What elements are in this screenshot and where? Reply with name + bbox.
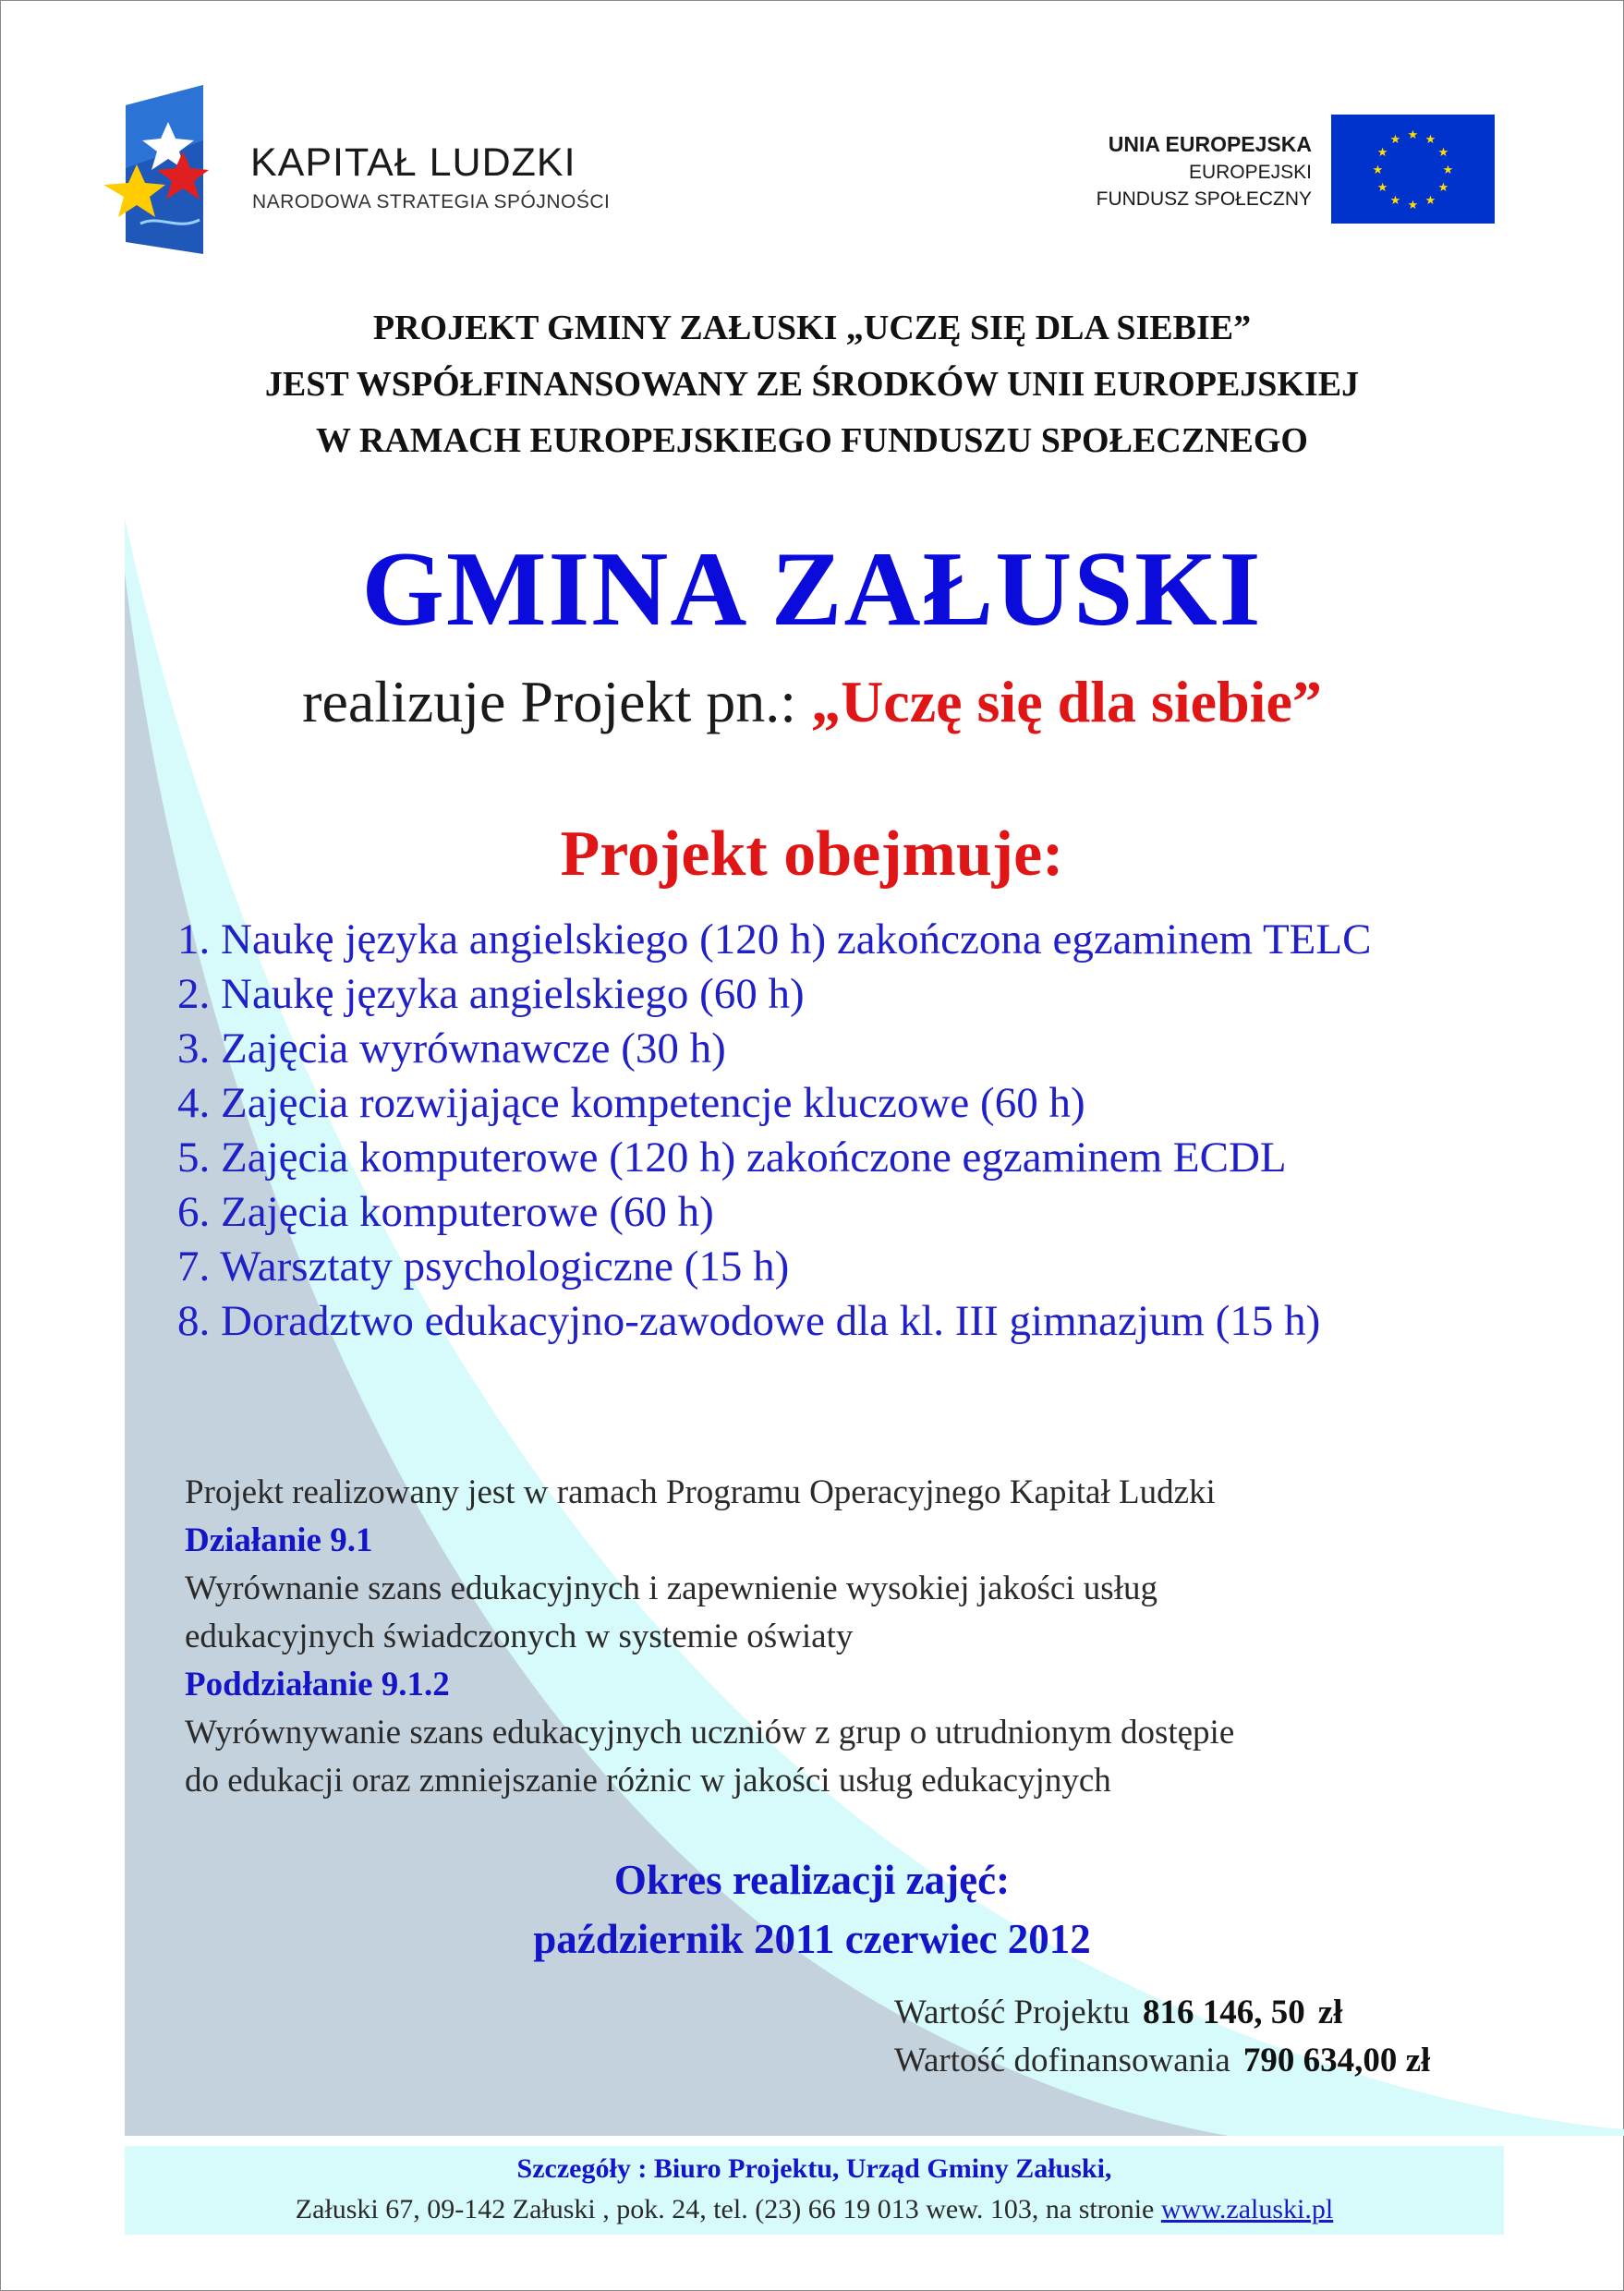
kapital-ludzki-logo-icon: [103, 85, 210, 254]
subaction-description: do edukacji oraz zmniejszanie różnic w jakości usług edukacyjnych: [185, 1762, 1111, 1800]
footer-line2: [125, 2189, 1504, 2230]
project-items-list: [177, 913, 1563, 1349]
list-item: 4. Zajęcia rozwijające kompetencje kluczowe (60 h): [177, 1079, 1085, 1127]
statement-line: PROJEKT GMINY ZAŁUSKI „UCZĘ SIĘ DLA SIEBIE”: [372, 309, 1252, 347]
list-item: 2. Naukę języka angielskiego (60 h): [177, 970, 805, 1018]
list-item: 1. Naukę języka angielskiego (120 h) zakończona egzaminem TELC: [177, 915, 1372, 964]
project-values: [894, 1989, 1430, 2085]
eu-star-icon: ★: [1424, 193, 1436, 208]
kapital-ludzki-title: KAPITAŁ LUDZKI: [250, 140, 576, 185]
list-item: 3. Zajęcia wyrównawcze (30 h): [177, 1024, 726, 1073]
footer-address: Załuski 67, 09-142 Załuski , pok. 24, tel. (23) 66 19 013 wew. 103, na stronie: [295, 2194, 1161, 2224]
list-item: 8. Doradztwo edukacyjno-zawodowe dla kl. III gimnazjum (15 h): [177, 1297, 1321, 1345]
cofinance-value-amount: 790 634,00 zł: [1242, 2042, 1431, 2079]
main-title: GMINA ZAŁUSKI: [361, 530, 1263, 648]
subtitle-prefix: realizuje Projekt pn.:: [302, 669, 812, 734]
eu-flag-icon: [1331, 115, 1495, 224]
action-label: Działanie 9.1: [185, 1521, 373, 1559]
eu-star-icon: ★: [1437, 146, 1449, 160]
section-title: Projekt obejmuje:: [560, 818, 1064, 890]
eu-star-icon: ★: [1389, 133, 1401, 148]
eu-star-icon: ★: [1372, 164, 1384, 177]
project-value-amount: 816 146, 50: [1142, 1994, 1305, 2031]
eu-star-icon: ★: [1424, 133, 1436, 148]
subaction-label: Poddziałanie 9.1.2: [185, 1666, 450, 1703]
action-description: Wyrównanie szans edukacyjnych i zapewnienie wysokiej jakości usług: [185, 1570, 1157, 1607]
project-name: „Uczę się dla siebie”: [811, 669, 1322, 734]
list-item: 5. Zajęcia komputerowe (120 h) zakończone egzaminem ECDL: [177, 1133, 1287, 1182]
eu-logo-line2: EUROPEJSKI: [1188, 162, 1312, 183]
project-value-unit: zł: [1317, 1994, 1343, 2031]
eu-star-icon: ★: [1437, 181, 1449, 195]
list-item: 6. Zajęcia komputerowe (60 h): [177, 1188, 714, 1236]
eu-logo-text: [1025, 129, 1312, 212]
subaction-description: Wyrównywanie szans edukacyjnych uczniów z grup o utrudnionym dostępie: [185, 1714, 1235, 1752]
project-subtitle: [55, 668, 1569, 736]
statement-line: W RAMACH EUROPEJSKIEGO FUNDUSZU SPOŁECZNEGO: [316, 421, 1308, 460]
eu-logo-line3: FUNDUSZ SPOŁECZNY: [1096, 188, 1312, 210]
eu-star-icon: ★: [1407, 199, 1419, 212]
footer-line1: Szczegóły : Biuro Projektu, Urząd Gminy Załuski,: [516, 2153, 1112, 2184]
action-description: edukacyjnych świadczonych w systemie oświaty: [185, 1618, 854, 1655]
eu-star-icon: ★: [1376, 146, 1388, 160]
footer-contact: [125, 2149, 1504, 2230]
statement-line: JEST WSPÓŁFINANSOWANY ZE ŚRODKÓW UNII EUROPEJSKIEJ: [264, 365, 1360, 404]
website-link[interactable]: www.zaluski.pl: [1160, 2194, 1334, 2224]
cofinance-value-label: Wartość dofinansowania: [894, 2042, 1230, 2079]
period-value: październik 2011 czerwiec 2012: [533, 1916, 1091, 1962]
eu-star-icon: ★: [1389, 193, 1401, 208]
project-value-label: Wartość Projektu: [894, 1994, 1130, 2031]
eu-logo-line1: UNIA EUROPEJSKA: [1108, 132, 1312, 156]
kapital-ludzki-subtitle: NARODOWA STRATEGIA SPÓJNOŚCI: [252, 191, 611, 212]
cofinancing-statement: [55, 300, 1569, 469]
project-value-row: [894, 1989, 1430, 2037]
cofinance-value-row: [894, 2037, 1430, 2085]
realization-period: [55, 1850, 1569, 1969]
period-label: Okres realizacji zajęć:: [613, 1857, 1011, 1903]
list-item: 7. Warsztaty psychologiczne (15 h): [177, 1242, 790, 1291]
eu-star-icon: ★: [1376, 181, 1388, 195]
program-line: Projekt realizowany jest w ramach Programu Operacyjnego Kapitał Ludzki: [185, 1473, 1216, 1511]
program-info: [185, 1469, 1524, 1805]
eu-star-icon: ★: [1442, 164, 1454, 177]
eu-star-icon: ★: [1407, 128, 1419, 142]
